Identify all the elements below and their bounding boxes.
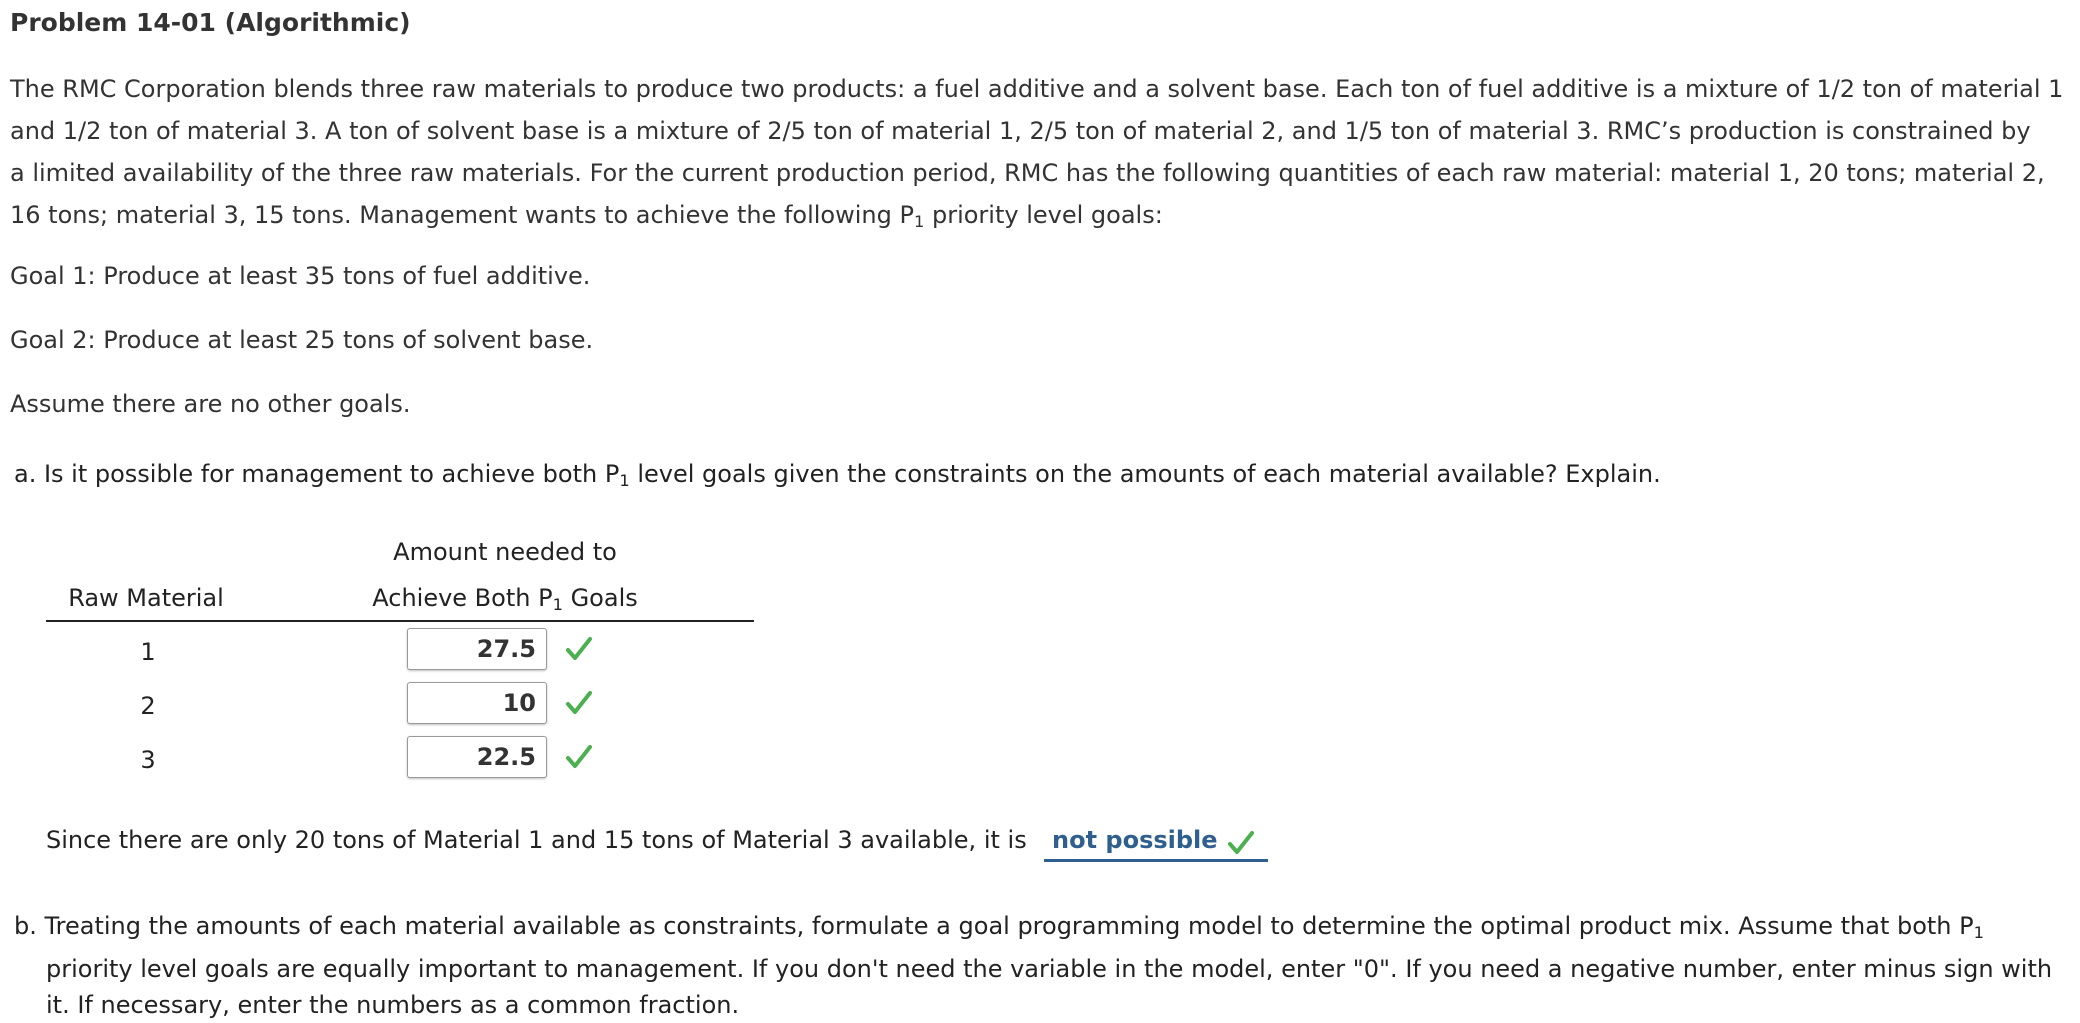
checkmark-icon: [564, 634, 594, 664]
intro-line-3: a limited availability of the three raw materials. For the current production period, RMC has the following quantities of each raw material: material 1, 20 tons; material 2,: [10, 159, 2045, 187]
checkmark-icon: [564, 688, 594, 718]
header-line2-sub: 1: [552, 595, 563, 615]
part-b-question: [14, 908, 2074, 1023]
part-b-line-1-text: b. Treating the amounts of each material available as constraints, formulate a goal programming model to determine the optimal product mix. Assume that both P: [14, 912, 1974, 940]
table-row-material-1: 1: [140, 638, 156, 666]
intro-line-1: The RMC Corporation blends three raw materials to produce two products: a fuel additive and a solvent base. Each ton of fuel additive is a mixture of 1/2 ton of material 1: [10, 75, 2064, 103]
part-a-question: [14, 460, 1661, 490]
goal-2: Goal 2: Produce at least 25 tons of solvent base.: [10, 326, 594, 354]
header-line2-text: Achieve Both P: [372, 584, 553, 612]
amount-input-material-2[interactable]: 10: [407, 682, 547, 724]
part-a-question-sub: 1: [619, 471, 630, 491]
table-header-amount-line2: [345, 584, 665, 614]
part-a-explanation: Since there are only 20 tons of Material 1 and 15 tons of Material 3 available, it is: [46, 826, 1027, 854]
table-row-material-2: 2: [140, 692, 156, 720]
intro-line-4-end: priority level goals:: [924, 201, 1163, 229]
amount-input-material-3[interactable]: 22.5: [407, 736, 547, 778]
possibility-dropdown-value[interactable]: not possible: [1052, 826, 1218, 854]
table-header-amount-line1: Amount needed to: [393, 538, 617, 566]
table-header-divider: [46, 620, 754, 622]
part-b-line-1-sub: 1: [1973, 923, 1985, 943]
part-a-question-text: a. Is it possible for management to achieve both P: [14, 460, 620, 488]
checkmark-icon: [564, 742, 594, 772]
part-b-line-3: it. If necessary, enter the numbers as a common fraction.: [46, 991, 740, 1020]
part-b-line-1: [14, 908, 2074, 951]
amount-input-material-1[interactable]: 27.5: [407, 628, 547, 670]
header-line2-end: Goals: [562, 584, 638, 612]
intro-line-2: and 1/2 ton of material 3. A ton of solvent base is a mixture of 2/5 ton of material 1, 2/5 ton of material 2, and 1/5 ton of material 3. RMC’s production is constrained by: [10, 117, 2031, 145]
table-row-material-3: 3: [140, 746, 156, 774]
problem-title: Problem 14-01 (Algorithmic): [10, 8, 411, 37]
assumption: Assume there are no other goals.: [10, 390, 411, 418]
table-header-raw-material: Raw Material: [68, 584, 224, 612]
intro-line-4: [10, 194, 2074, 243]
checkmark-icon: [1226, 828, 1256, 858]
intro-line-4-sub: 1: [913, 212, 925, 232]
goal-1: Goal 1: Produce at least 35 tons of fuel additive.: [10, 262, 591, 290]
part-a-question-end: level goals given the constraints on the amounts of each material available? Explain.: [629, 460, 1661, 488]
part-b-line-2: priority level goals are equally important to management. If you don't need the variable in the model, enter "0". If you need a negative number, enter minus sign with: [46, 955, 2053, 984]
problem-intro: [10, 68, 2074, 243]
intro-line-4-text: 16 tons; material 3, 15 tons. Management wants to achieve the following P: [10, 201, 914, 229]
